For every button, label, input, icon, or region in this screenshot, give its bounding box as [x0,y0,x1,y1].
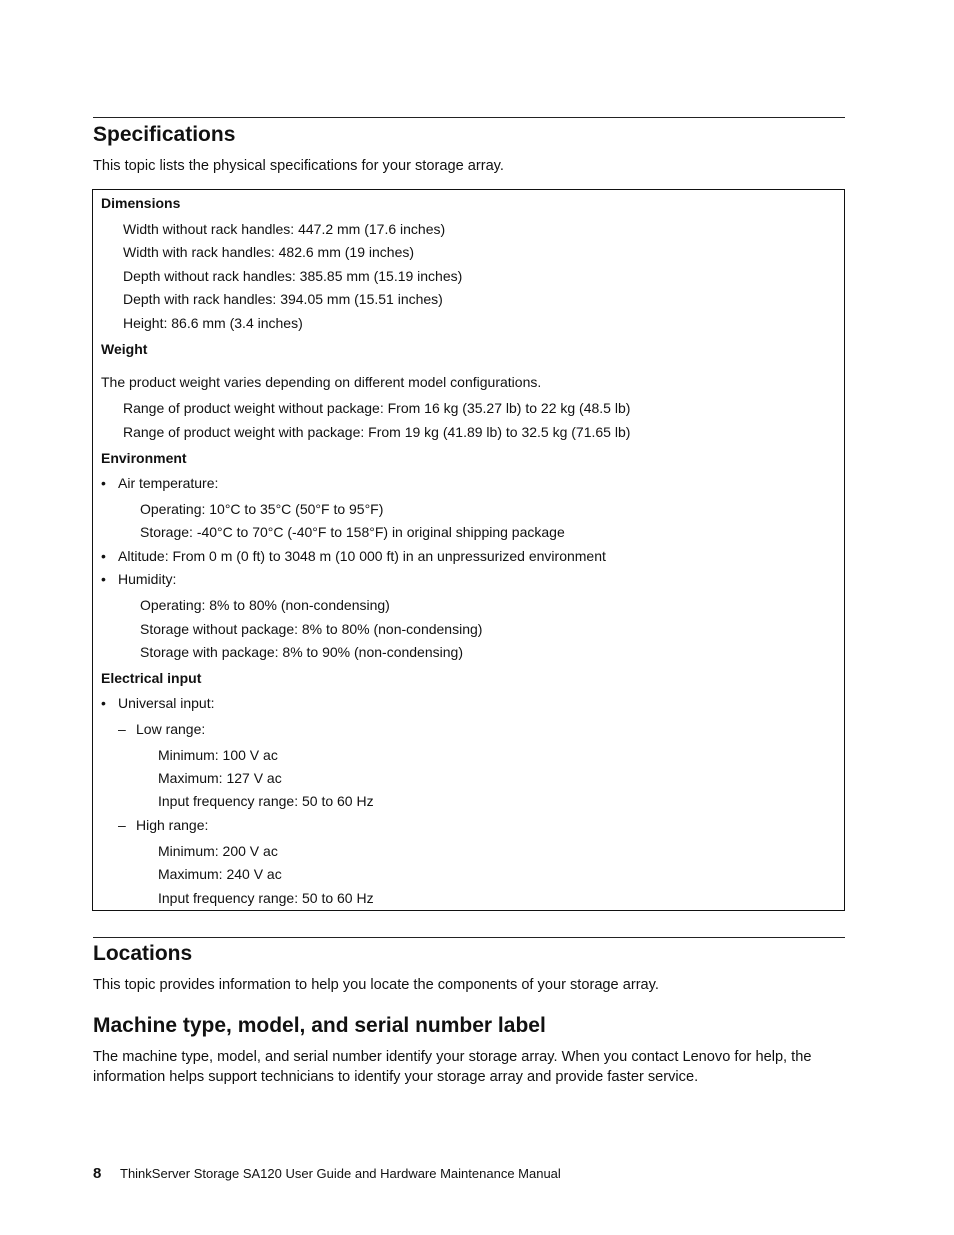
dash-icon: – [118,721,126,737]
universal-input-label: Universal input: [118,695,215,711]
locations-heading: Locations [93,942,193,965]
weight-note: The product weight varies depending on different model configurations. [101,374,542,390]
dimension-width-handles: Width with rack handles: 482.6 mm (19 inches) [123,244,415,260]
bullet-icon: • [101,548,106,564]
weight-heading: Weight [101,341,148,357]
dimension-height: Height: 86.6 mm (3.4 inches) [123,315,303,331]
low-range-minimum: Minimum: 100 V ac [158,747,278,763]
dimension-depth-no-handles: Depth without rack handles: 385.85 mm (15.19 inches) [123,268,463,284]
low-range-label: Low range: [136,721,206,737]
dash-icon: – [118,817,126,833]
electrical-heading: Electrical input [101,670,202,686]
low-range-maximum: Maximum: 127 V ac [158,770,282,786]
bullet-icon: • [101,571,106,587]
humidity-label: Humidity: [118,571,177,587]
air-temp-operating: Operating: 10°C to 35°C (50°F to 95°F) [140,501,384,517]
locations-intro: This topic provides information to help you locate the components of your storage array. [93,977,659,993]
low-range-frequency: Input frequency range: 50 to 60 Hz [158,793,374,809]
section-rule-locations [93,937,845,938]
air-temperature-label: Air temperature: [118,475,219,491]
air-temp-storage: Storage: -40°C to 70°C (-40°F to 158°F) in original shipping package [140,524,565,540]
specifications-heading: Specifications [93,123,236,146]
humidity-storage-no-package: Storage without package: 8% to 80% (non-condensing) [140,621,483,637]
weight-with-package: Range of product weight with package: From 19 kg (41.89 lb) to 32.5 kg (71.65 lb) [123,424,631,440]
specifications-table [92,189,845,911]
specifications-intro: This topic lists the physical specifications for your storage array. [93,158,504,174]
bullet-icon: • [101,695,106,711]
dimension-depth-handles: Depth with rack handles: 394.05 mm (15.51 inches) [123,291,443,307]
page-number: 8 [93,1165,102,1182]
environment-heading: Environment [101,450,187,466]
altitude-item: Altitude: From 0 m (0 ft) to 3048 m (10 000 ft) in an unpressurized environment [118,548,606,564]
weight-without-package: Range of product weight without package: From 16 kg (35.27 lb) to 22 kg (48.5 lb) [123,400,631,416]
high-range-maximum: Maximum: 240 V ac [158,866,282,882]
high-range-frequency: Input frequency range: 50 to 60 Hz [158,890,374,906]
machine-label-heading: Machine type, model, and serial number label [93,1014,546,1037]
humidity-storage-package: Storage with package: 8% to 90% (non-condensing) [140,644,463,660]
high-range-minimum: Minimum: 200 V ac [158,843,278,859]
dimension-width-no-handles: Width without rack handles: 447.2 mm (17.6 inches) [123,221,446,237]
machine-label-text: The machine type, model, and serial number identify your storage array. When you contact Lenovo for help, the information helps support technicians to identify your storage array and provide faster service. [93,1049,812,1085]
footer-title: ThinkServer Storage SA120 User Guide and Hardware Maintenance Manual [120,1166,561,1181]
bullet-icon: • [101,475,106,491]
humidity-operating: Operating: 8% to 80% (non-condensing) [140,597,390,613]
section-rule-specifications [93,117,845,118]
high-range-label: High range: [136,817,209,833]
dimensions-heading: Dimensions [101,195,181,211]
